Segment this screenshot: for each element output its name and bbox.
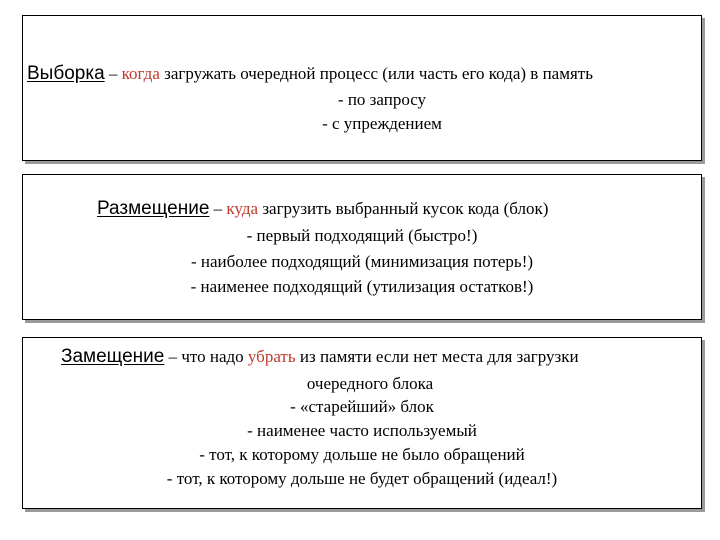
replacement-item-lfu: - наименее часто используемый — [247, 421, 477, 440]
placement-dash: – — [209, 199, 227, 218]
selection-item-prefetch: - с упреждением — [322, 114, 442, 133]
placement-term: Размещение — [97, 198, 210, 219]
placement-item-worst-fit: - наименее подходящий (утилизация остатков!) — [190, 277, 534, 296]
replacement-term: Замещение — [61, 346, 165, 367]
selection-definition: загружать очередной процесс (или часть его кода) в память — [159, 64, 593, 83]
selection-dash: – — [104, 64, 122, 83]
replacement-definition: из памяти если нет места для загрузки — [295, 347, 579, 366]
placement-item-best-fit: - наиболее подходящий (минимизация потерь!) — [190, 252, 534, 271]
replacement-heading — [61, 347, 701, 367]
placement-definition: загрузить выбранный кусок кода (блок) — [258, 199, 549, 218]
selection-block — [22, 15, 702, 161]
placement-keyword: куда — [226, 199, 259, 218]
replacement-keyword: убрать — [247, 347, 296, 366]
replacement-continuation: очередного блока — [306, 374, 434, 393]
replacement-item-optimal: - тот, к которому дольше не будет обращений (идеал!) — [166, 469, 558, 488]
replacement-item-oldest: - «старейший» блок — [290, 397, 434, 416]
replacement-block — [22, 337, 702, 509]
placement-block — [22, 174, 702, 320]
selection-term: Выборка — [27, 63, 105, 84]
replacement-item-lru: - тот, к которому дольше не было обращений — [199, 445, 525, 464]
replacement-prefix: – что надо — [164, 347, 248, 366]
selection-item-on-demand: - по запросу — [337, 90, 427, 109]
selection-heading — [27, 64, 701, 84]
selection-keyword: когда — [121, 64, 160, 83]
placement-item-first-fit: - первый подходящий (быстро!) — [246, 226, 478, 245]
placement-heading — [97, 199, 701, 219]
